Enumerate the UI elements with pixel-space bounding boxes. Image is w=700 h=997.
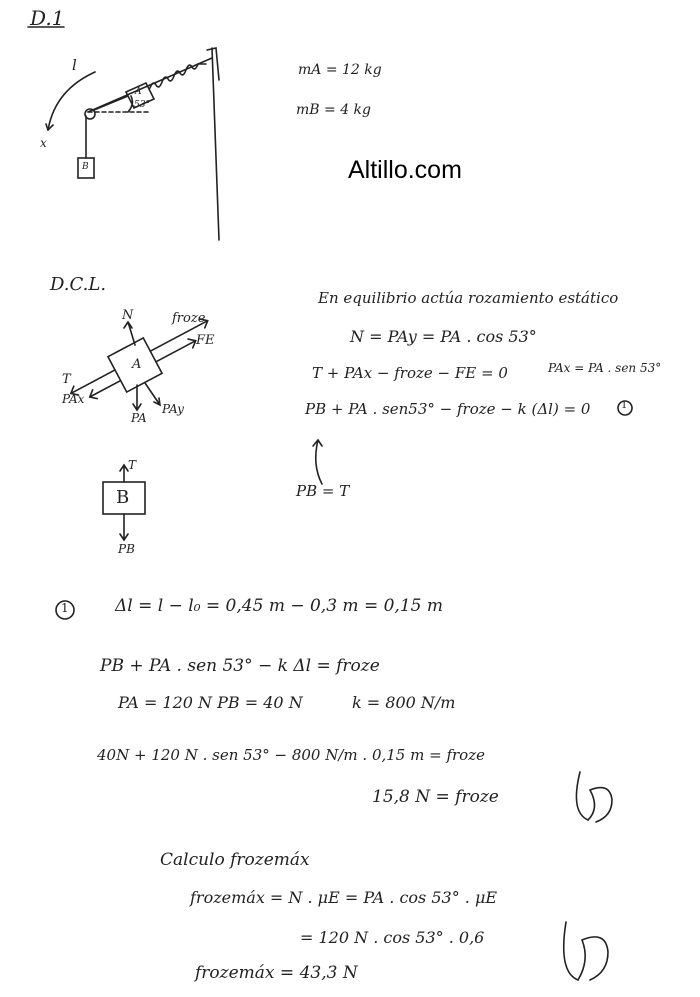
mass-a: mA = 12 kg	[298, 62, 382, 78]
calc1-line3a: PA = 120 N PB = 40 N	[118, 693, 303, 712]
fbd-a-froze: froze	[172, 311, 206, 326]
signature-2	[564, 922, 608, 980]
eq-line4: PB + PA . sen53° − froze − k (Δl) = 0	[305, 400, 591, 418]
eq-line3: T + PAx − froze − FE = 0	[312, 364, 508, 382]
calc1-line1: Δl = l − l₀ = 0,45 m − 0,3 m = 0,15 m	[115, 596, 443, 616]
incline-line	[88, 58, 212, 112]
heading-d1: D.1	[30, 6, 65, 30]
eq-line4-ref: 1	[621, 400, 628, 411]
eq-line1: En equilibrio actúa rozamiento estático	[318, 289, 619, 307]
fbd-a-pay: PAy	[162, 402, 184, 416]
label-x: x	[40, 136, 47, 150]
calc1-result: 15,8 N = froze	[372, 787, 499, 807]
rope-a	[94, 96, 128, 110]
calc2-line2: = 120 N . cos 53° . 0,6	[300, 928, 485, 947]
calc2-line1: frozemáx = N . μE = PA . cos 53° . μE	[190, 888, 498, 907]
calc1-line2: PB + PA . sen 53° − k Δl = froze	[100, 656, 380, 676]
calc2-title: Calculo frozemáx	[160, 850, 310, 870]
arrow-pay	[145, 383, 160, 405]
fbd-b-t: T	[128, 458, 137, 472]
eq-line3-aside: PAx = PA . sen 53°	[548, 361, 662, 375]
label-block-a: A	[135, 87, 142, 97]
watermark: Altillo.com	[348, 156, 462, 184]
spring	[150, 64, 206, 88]
eq-line2: N = PAy = PA . cos 53°	[350, 327, 537, 346]
calc1-ref: 1	[61, 601, 69, 615]
pb-t-arrow	[313, 440, 322, 484]
heading-dcl: D.C.L.	[50, 274, 107, 295]
calc2-result: frozemáx = 43,3 N	[195, 963, 358, 983]
label-block-b: B	[82, 162, 89, 172]
fbd-a-pa: PA	[131, 411, 147, 425]
mass-b: mB = 4 kg	[296, 102, 371, 118]
arrow-n	[124, 322, 135, 345]
fbd-a-block-label: A	[132, 357, 142, 372]
fbd-a-fe: FE	[196, 333, 215, 348]
arrow-t-b	[120, 465, 128, 482]
calc1-line3b: k = 800 N/m	[352, 693, 456, 712]
arrow-pax	[87, 376, 123, 401]
fbd-a-n: N	[122, 308, 134, 323]
fbd-b-pb: PB	[118, 542, 135, 556]
calc1-line4: 40N + 120 N . sen 53° − 800 N/m . 0,15 m = froze	[97, 746, 485, 764]
fbd-b-block-label: B	[116, 487, 130, 508]
eq-pb-t: PB = T	[296, 482, 350, 500]
length-arc	[48, 72, 95, 130]
signature-1	[576, 772, 612, 822]
label-l: l	[72, 56, 77, 74]
arrow-fe	[154, 336, 198, 366]
arrow-pb	[120, 514, 128, 540]
fbd-a-pax: PAx	[62, 392, 85, 406]
label-angle: 53°	[134, 100, 150, 110]
fbd-a-t: T	[62, 372, 71, 387]
